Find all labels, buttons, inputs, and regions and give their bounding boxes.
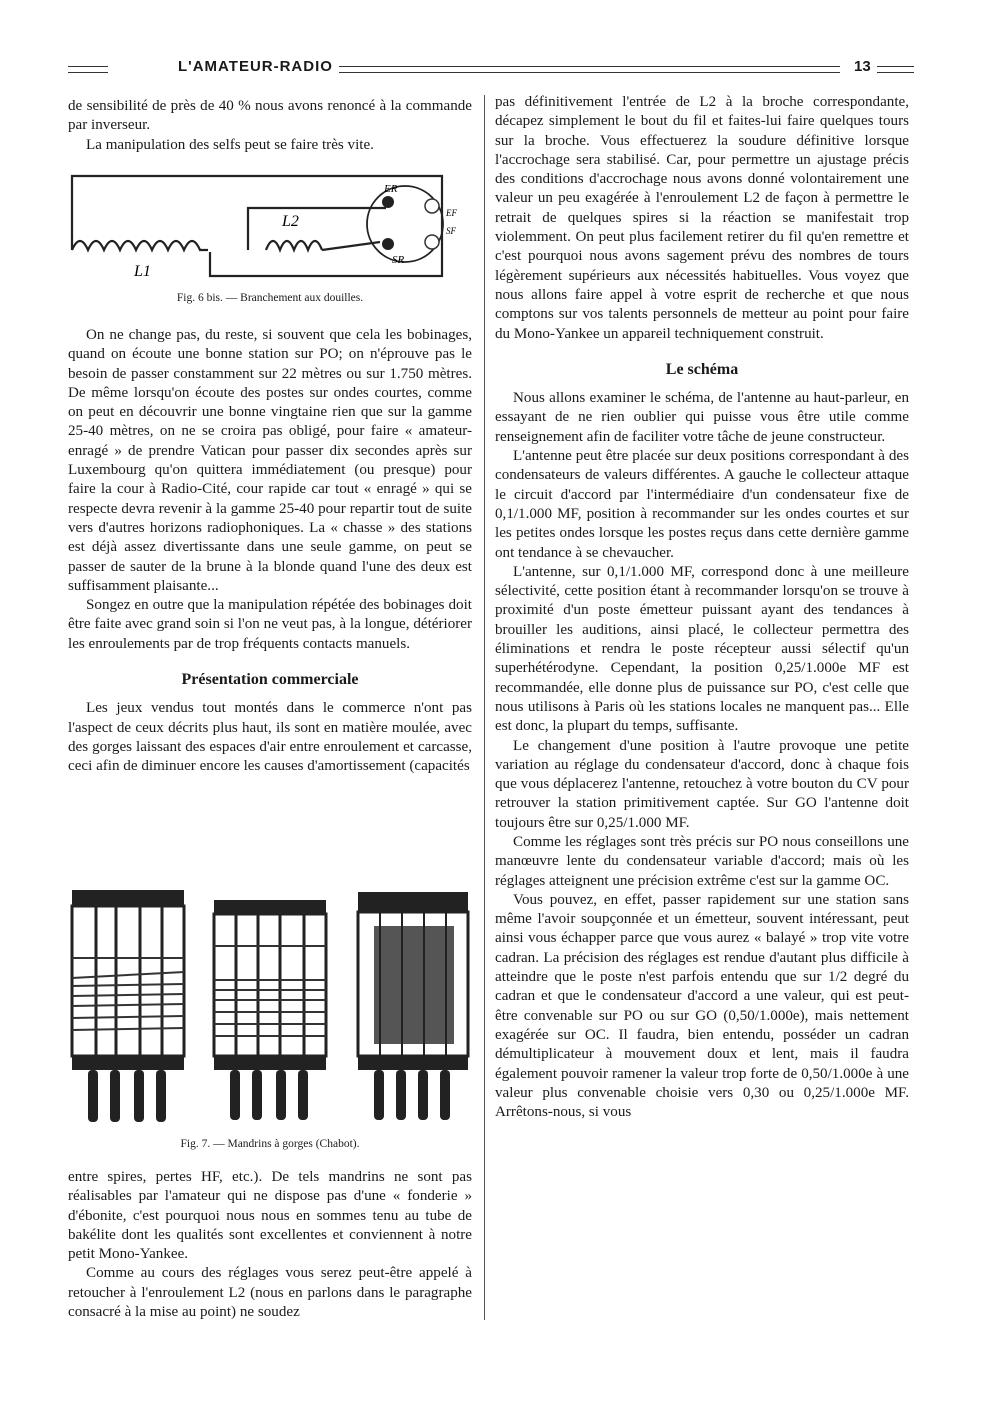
- coil-former-3: [358, 892, 468, 1120]
- header-rule-right: [876, 66, 914, 73]
- column-divider: [484, 95, 485, 1320]
- label-l1: L1: [134, 263, 151, 280]
- paragraph: entre spires, pertes HF, etc.). De tels mandrins ne sont pas réalisables par l'amateur qui ne dispose pas d'une « fonderie » d'ébonite, c'est pourquoi nous nous en sommes tenu au tube de bakélite dont les qualités sont excellentes et conviennent à notre petit Mono-Yankee.: [68, 1169, 472, 1263]
- paragraph: Les jeux vendus tout montés dans le commerce n'ont pas l'aspect de ceux décrits plus haut, ils sont en matière moulée, avec des gorges laissant des espaces d'air entre enroulement et carcasse, ceci afin de diminuer encore les causes d'amortissement (capacités: [68, 700, 472, 775]
- label-er: ER: [384, 183, 398, 195]
- label-sf: SF: [446, 226, 456, 236]
- section-heading-commercial: Présentation commerciale: [181, 671, 359, 689]
- page-header: [68, 58, 914, 78]
- paragraph: La manipulation des selfs peut se faire très vite.: [86, 136, 374, 153]
- paragraph: de sensibilité de près de 40 % nous avons renoncé à la commande par inverseur.: [68, 98, 472, 134]
- paragraph: Vous pouvez, en effet, passer rapidement sur une station sans même l'avoir soupçonnée et un émetteur, souvent intéressant, peut ainsi vous échapper parce que vous aurez « balayé » trop vite votre cadran. La précision des réglages est rendue d'autant plus difficile à atteindre que le poste n'est parfois entendu que sur 1/2 degré du cadran et que le condensateur d'accord a une valeur, qui est peut-être convenable sur PO ou sur GO (0,50/1.000e), mais nettement exagérée sur OC. Il faudra, bien entendu, posséder un cadran démultiplicateur à mouvement doux et lent, mais il faudra également pouvoir ramener la valeur trop forte de 0,50/1.000e à une valeur plus convenable choisie vers 0,30 ou 0,25/1.000e MF. Arrêtons-nous, si vous: [495, 891, 909, 1121]
- label-sr: SR: [392, 254, 405, 266]
- fig6-caption: Fig. 6 bis. — Branchement aux douilles.: [176, 292, 364, 304]
- page-number: 13: [848, 58, 877, 75]
- paragraph: Comme au cours des réglages vous serez peut-être appelé à retoucher à l'enroulement L2 (nous en parlons dans le paragraphe consacré à la mise au point) ne soudez: [68, 1265, 472, 1321]
- fig7-caption: Fig. 7. — Mandrins à gorges (Chabot).: [180, 1138, 360, 1150]
- left-column-top: [68, 97, 472, 155]
- left-column-bottom: [68, 1168, 472, 1322]
- header-rule-left: [68, 66, 108, 73]
- right-column: [495, 93, 909, 1122]
- header-rule-middle: [280, 66, 840, 73]
- coil-former-1: [72, 890, 184, 1122]
- coil-former-2: [214, 900, 326, 1120]
- fig7-coil-formers: [68, 886, 472, 1132]
- section-heading-schema: Le schéma: [665, 360, 739, 378]
- label-ef: EF: [446, 208, 457, 218]
- paragraph: Songez en outre que la manipulation répétée des bobinages doit être faite avec grand soin si l'on ne veut pas, à la longue, détériorer les enroulements par de trop fréquents contacts manuels.: [68, 597, 472, 652]
- paragraph: Nous allons examiner le schéma, de l'antenne au haut-parleur, en essayant de ne rien oublier qui puisse vous être utile comme renseignement afin de faciliter votre tâche de jeune constructeur.: [495, 390, 909, 445]
- left-column-middle: [68, 326, 472, 777]
- paragraph: L'antenne peut être placée sur deux positions correspondant à des condensateurs de valeurs différentes. A gauche le collecteur attaque le circuit d'accord par l'intermédiaire d'un condensateur fixe de 0,1/1.000 MF, position à recommander sur les ondes courtes et sur les petites ondes lorsque les postes reçus dans cette dernière gamme ont tendance à se chevaucher.: [495, 448, 909, 561]
- paragraph: pas définitivement l'entrée de L2 à la broche correspondante, décapez simplement le bout du fil et faites-lui faire quelques tours sur la broche. Vous effectuerez la soudure définitive lorsque l'accrochage sera stabilisé. Car, pour permettre un ajustage précis des conditions d'accrochage nous avons donné volontairement une valeur un peu exagérée à l'enroulement L2 de façon à permettre le retrait de quelques spires si la réaction se manifestait trop violemment. On peut plus facilement retirer du fil qu'en remettre et c'est pourquoi nous avons sagement prévu des nombres de tours légèrement supérieurs aux nécessités habituelles. Vous voyez que nous allons faire appel à votre esprit de recherche et que nous comptons sur vos talents personnels de metteur au point pour faire du Mono-Yankee un appareil techniquement construit.: [495, 94, 909, 342]
- fig6-wiring-diagram: [70, 164, 472, 288]
- journal-title: L'AMATEUR-RADIO: [172, 58, 339, 75]
- paragraph: Le changement d'une position à l'autre provoque une petite variation au réglage du condensateur d'accord, donc à chaque fois que vous déplacerez l'antenne, retouchez à votre bouton du CV pour retrouver la station primitivement captée. Sur GO l'antenne doit toujours être sur 0,25/1.000 MF.: [495, 737, 909, 831]
- paragraph: L'antenne, sur 0,1/1.000 MF, correspond donc à une meilleure sélectivité, cette position étant à recommander lorsqu'on se trouve à proximité d'un poste émetteur puissant ayant des tendances à brouiller les auditions, ainsi placé, le collecteur permettra des éliminations et rendra le poste récepteur aussi sélectif qu'un superhétérodyne. Cependant, la position 0,25/1.000e MF est recommandée, elle donne plus de puissance sur PO, c'est celle que nous utilisons à Paris où les stations locales ne manquent pas... Elle est donc, la plupart du temps, suffisante.: [495, 563, 909, 735]
- label-l2: L2: [282, 213, 299, 230]
- paragraph: On ne change pas, du reste, si souvent que cela les bobinages, quand on écoute une bonne station sur PO; on n'éprouve pas le besoin de passer constamment sur 22 mètres ou sur 1.750 mètres. De même lorsqu'on écoute des postes sur ondes courtes, comme on peut en découvrir une bonne vingtaine rien que sur la gamme 25-40 mètres, on ne se croira pas obligé, pour faire « amateur-enragé » de prendre Vatican pour passer dix secondes après sur Luxembourg qu'on quittera immédiatement (ou presque) pour faire la cour à Radio-Cité, cour rapide car tout « enragé » qui se respecte devra revenir à la gamme 25-40 pour repartir tout de suite vers d'autres horizons radiophoniques. La « chasse » des stations est déjà assez divertissante dans une seule gamme, on peut se passer de sauter de la brune à la blonde quand l'une des deux est suffisamment plaisante...: [68, 327, 472, 594]
- paragraph: Comme les réglages sont très précis sur PO nous conseillons une manœuvre lente du condensateur variable d'accord; mais où les réglages atteignent une précision extrême c'est sur la gamme OC.: [495, 833, 909, 889]
